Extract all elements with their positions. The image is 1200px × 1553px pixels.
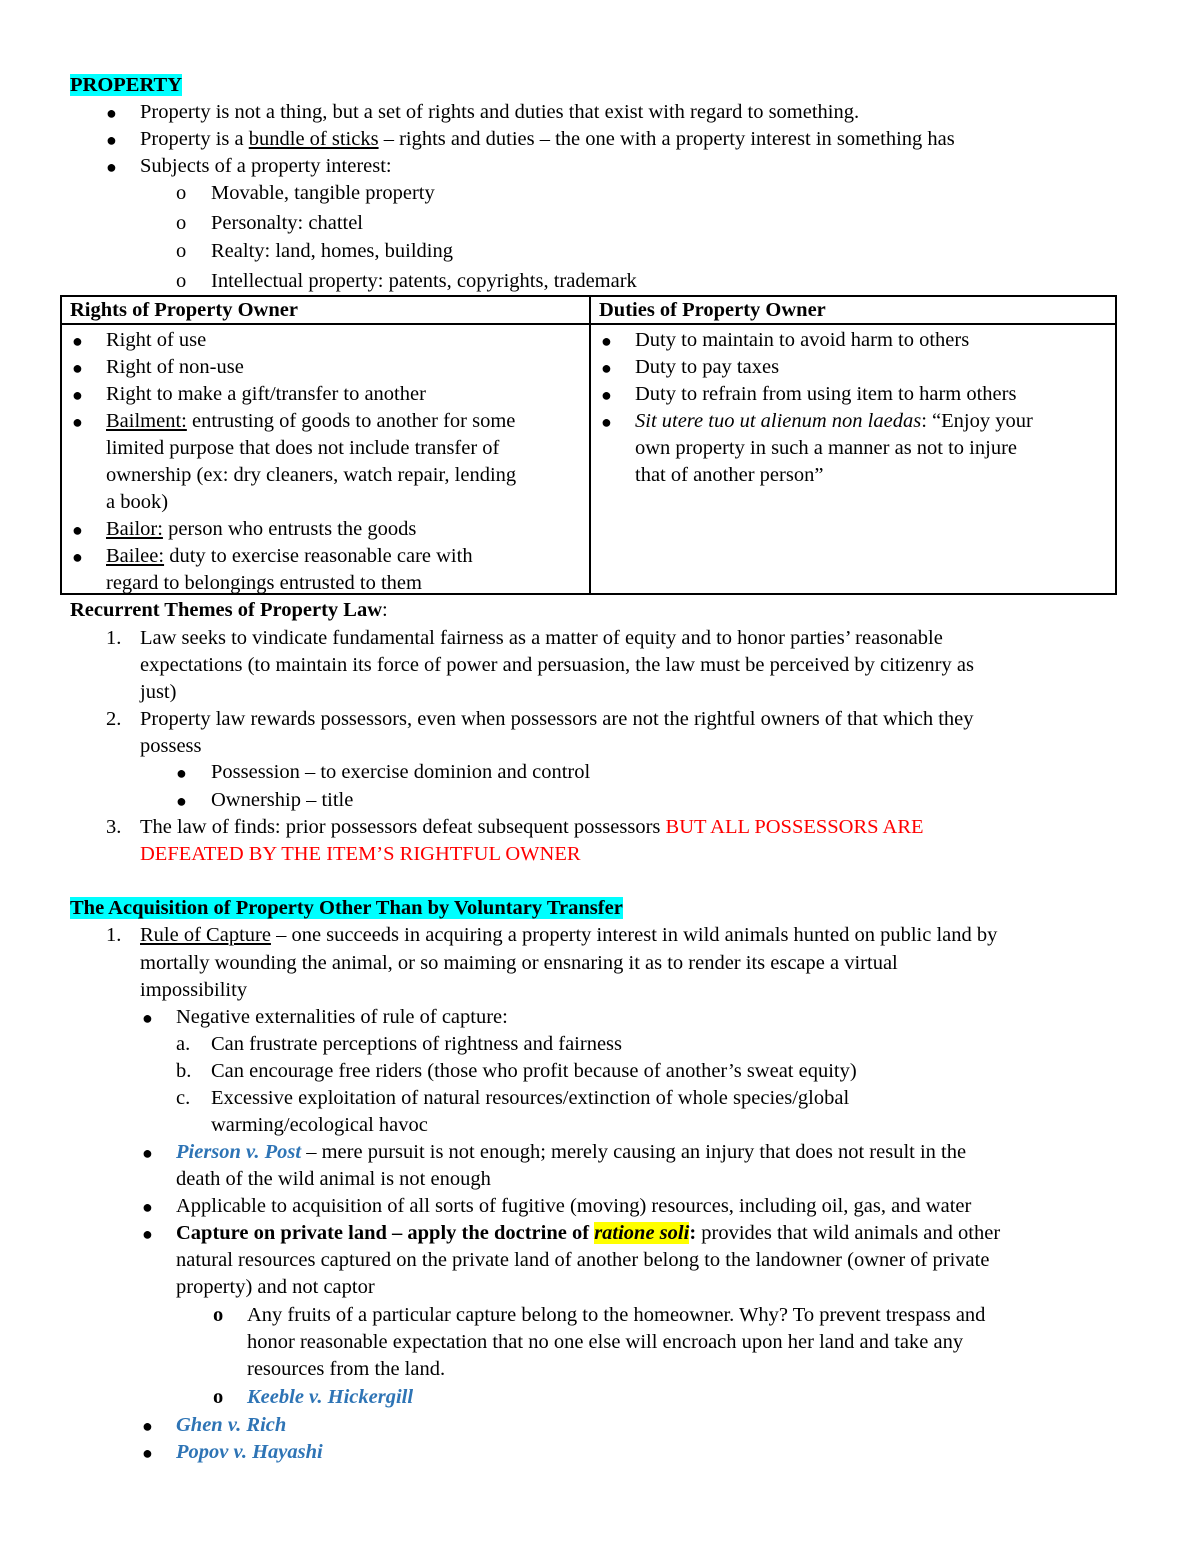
themes-heading — [70, 597, 388, 624]
bullet-icon: ● — [72, 385, 83, 405]
duties-header: Duties of Property Owner — [599, 299, 826, 321]
bullet-icon: ● — [72, 547, 83, 567]
bullet-icon: ● — [72, 358, 83, 378]
right-of-use: Right of use — [106, 329, 207, 351]
circle-bullet-icon: o — [176, 212, 187, 234]
list-number: 3. — [106, 816, 122, 838]
bullet-icon: ● — [601, 385, 612, 405]
bailment-text: a book) — [106, 491, 169, 513]
private-land-bold: Capture on private land – apply the doctrine of — [176, 1222, 595, 1244]
bullet-icon: ● — [142, 1224, 153, 1244]
intro-text: – — [378, 128, 400, 150]
externality-item: Can frustrate perceptions of rightness and fairness — [211, 1033, 623, 1055]
rule-text: impossibility — [140, 979, 248, 1001]
bullet-icon: ● — [72, 331, 83, 351]
bullet-icon: ● — [176, 791, 187, 811]
bailment-text: ownership (ex: dry cleaners, watch repair, lending — [106, 464, 517, 486]
table-divider — [589, 297, 591, 593]
bullet-icon: ● — [106, 157, 117, 177]
fugitive-resources: Applicable to acquisition of all sorts of fugitive (moving) resources, including oil, gas, and water — [176, 1195, 972, 1217]
bullet-icon: ● — [106, 103, 117, 123]
subject-item: Movable, tangible property — [211, 182, 435, 204]
right-of-non-use: Right of non-use — [106, 356, 244, 378]
acquisition-heading: The Acquisition of Property Other Than by Voluntary Transfer — [70, 897, 623, 919]
bailee-text: duty to exercise reasonable care with — [164, 545, 473, 567]
bullet-icon: ● — [142, 1008, 153, 1028]
intro-text: Property is a — [140, 128, 249, 150]
themes-colon: : — [382, 599, 388, 621]
bailee-item — [106, 543, 473, 570]
duty-taxes: Duty to pay taxes — [635, 356, 780, 378]
pierson-item — [176, 1139, 966, 1166]
externality-item: Excessive exploitation of natural resources/extinction of whole species/global — [211, 1087, 850, 1109]
bullet-icon: ● — [72, 412, 83, 432]
bailment-item — [106, 408, 515, 435]
circle-bullet-icon: o — [176, 240, 187, 262]
rule-of-capture — [140, 922, 997, 949]
bullet-icon: ● — [72, 520, 83, 540]
intro-item-bundle — [140, 126, 955, 153]
bullet-icon: ● — [142, 1143, 153, 1163]
rule-text: – one succeeds in acquiring a property interest in wild animals hunted on public land by — [270, 924, 998, 946]
circle-bullet-icon: o — [213, 1304, 224, 1326]
bailor-text: person who entrusts the goods — [162, 518, 417, 540]
bailee-text: regard to belongings entrusted to them — [106, 572, 422, 594]
list-number: 1. — [106, 627, 122, 649]
negative-externalities: Negative externalities of rule of capture: — [176, 1006, 508, 1028]
bailor-item — [106, 516, 416, 543]
themes-title: Recurrent Themes of Property Law — [70, 599, 382, 621]
bullet-icon: ● — [142, 1443, 153, 1463]
theme-text — [140, 814, 924, 841]
maxim-text: that of another person” — [635, 464, 824, 486]
property-heading: PROPERTY — [70, 74, 183, 96]
fruits-text: Any fruits of a particular capture belong to the homeowner. Why? To prevent trespass and — [247, 1304, 986, 1326]
case-ghen-v-rich: Ghen v. Rich — [176, 1414, 287, 1436]
intro-item: Property is not a thing, but a set of rights and duties that exist with regard to something. — [140, 101, 860, 123]
fruits-text: honor reasonable expectation that no one else will encroach upon her land and take any — [247, 1331, 964, 1353]
red-emphasis: BUT ALL POSSESSORS ARE — [665, 816, 924, 838]
bailment-text: entrusting of goods to another for some — [186, 410, 516, 432]
bullet-icon: ● — [601, 358, 612, 378]
theme-subitem: Ownership – title — [211, 789, 354, 811]
maxim-text: own property in such a manner as not to injure — [635, 437, 1018, 459]
bullet-icon: ● — [142, 1197, 153, 1217]
case-keeble-v-hickergill: Keeble v. Hickergill — [247, 1386, 414, 1408]
section-title-acquisition — [70, 895, 623, 922]
duty-maxim — [635, 408, 1033, 435]
bailee-term: Bailee: — [106, 545, 165, 567]
list-letter: b. — [176, 1060, 192, 1082]
theme-text: Property law rewards possessors, even when possessors are not the rightful owners of that which they — [140, 708, 974, 730]
bullet-icon: ● — [601, 331, 612, 351]
theme-text: expectations (to maintain its force of power and persuasion, the law must be perceived by citizenry as — [140, 654, 974, 676]
duty-maintain: Duty to maintain to avoid harm to others — [635, 329, 970, 351]
latin-maxim: Sit utere tuo ut alienum non laedas — [635, 410, 922, 432]
bullet-icon: ● — [601, 412, 612, 432]
bailor-term: Bailor: — [106, 518, 163, 540]
rights-duties-table — [60, 295, 1117, 595]
intro-item: Subjects of a property interest: — [140, 155, 392, 177]
case-pierson-v-post: Pierson v. Post — [176, 1141, 302, 1163]
private-land-colon: : — [689, 1222, 697, 1244]
theme-text: just) — [140, 681, 177, 703]
list-number: 1. — [106, 924, 122, 946]
externality-item: Can encourage free riders (those who profit because of another’s sweat equity) — [211, 1060, 857, 1082]
ratione-soli-term: ratione soli — [594, 1222, 690, 1244]
list-letter: c. — [176, 1087, 191, 1109]
bailment-text: limited purpose that does not include transfer of — [106, 437, 500, 459]
bundle-of-sticks-term: bundle of sticks — [248, 128, 379, 150]
bullet-icon: ● — [142, 1416, 153, 1436]
private-land-text: property) and not captor — [176, 1276, 375, 1298]
list-letter: a. — [176, 1033, 191, 1055]
theme-subitem: Possession – to exercise dominion and control — [211, 761, 591, 783]
subject-item: Personalty: chattel — [211, 212, 363, 234]
rule-text: mortally wounding the animal, or so maiming or ensnaring it as to render its escape a virtual — [140, 952, 898, 974]
pierson-text: – mere pursuit is not enough; merely causing an injury that does not result in the — [301, 1141, 967, 1163]
circle-bullet-icon: o — [176, 270, 187, 292]
rights-header: Rights of Property Owner — [70, 299, 298, 321]
red-emphasis: DEFEATED BY THE ITEM’S RIGHTFUL OWNER — [140, 843, 581, 865]
section-title-property — [70, 72, 182, 99]
subject-item: Intellectual property: patents, copyrights, trademark — [211, 270, 637, 292]
circle-bullet-icon: o — [176, 182, 187, 204]
fruits-text: resources from the land. — [247, 1358, 446, 1380]
circle-bullet-icon: o — [213, 1386, 224, 1408]
subject-item: Realty: land, homes, building — [211, 240, 453, 262]
duty-refrain: Duty to refrain from using item to harm others — [635, 383, 1017, 405]
externality-item: warming/ecological havoc — [211, 1114, 428, 1136]
maxim-text: : “Enjoy your — [921, 410, 1033, 432]
private-land-item — [176, 1220, 1000, 1247]
case-popov-v-hayashi: Popov v. Hayashi — [176, 1441, 323, 1463]
theme-text: possess — [140, 735, 202, 757]
bailment-term: Bailment: — [106, 410, 187, 432]
rule-of-capture-term: Rule of Capture — [140, 924, 271, 946]
private-land-text: provides that wild animals and other — [696, 1222, 1001, 1244]
list-number: 2. — [106, 708, 122, 730]
intro-text: rights and duties – the one with a property interest in something has — [399, 128, 955, 150]
pierson-text: death of the wild animal is not enough — [176, 1168, 491, 1190]
private-land-text: natural resources captured on the private land of another belong to the landowner (owner of private — [176, 1249, 990, 1271]
right-to-gift: Right to make a gift/transfer to another — [106, 383, 426, 405]
theme-text-part: The law of finds: prior possessors defeat subsequent possessors — [140, 816, 666, 838]
bullet-icon: ● — [106, 130, 117, 150]
bullet-icon: ● — [176, 763, 187, 783]
theme-text: Law seeks to vindicate fundamental fairness as a matter of equity and to honor parties’ reasonable — [140, 627, 943, 649]
